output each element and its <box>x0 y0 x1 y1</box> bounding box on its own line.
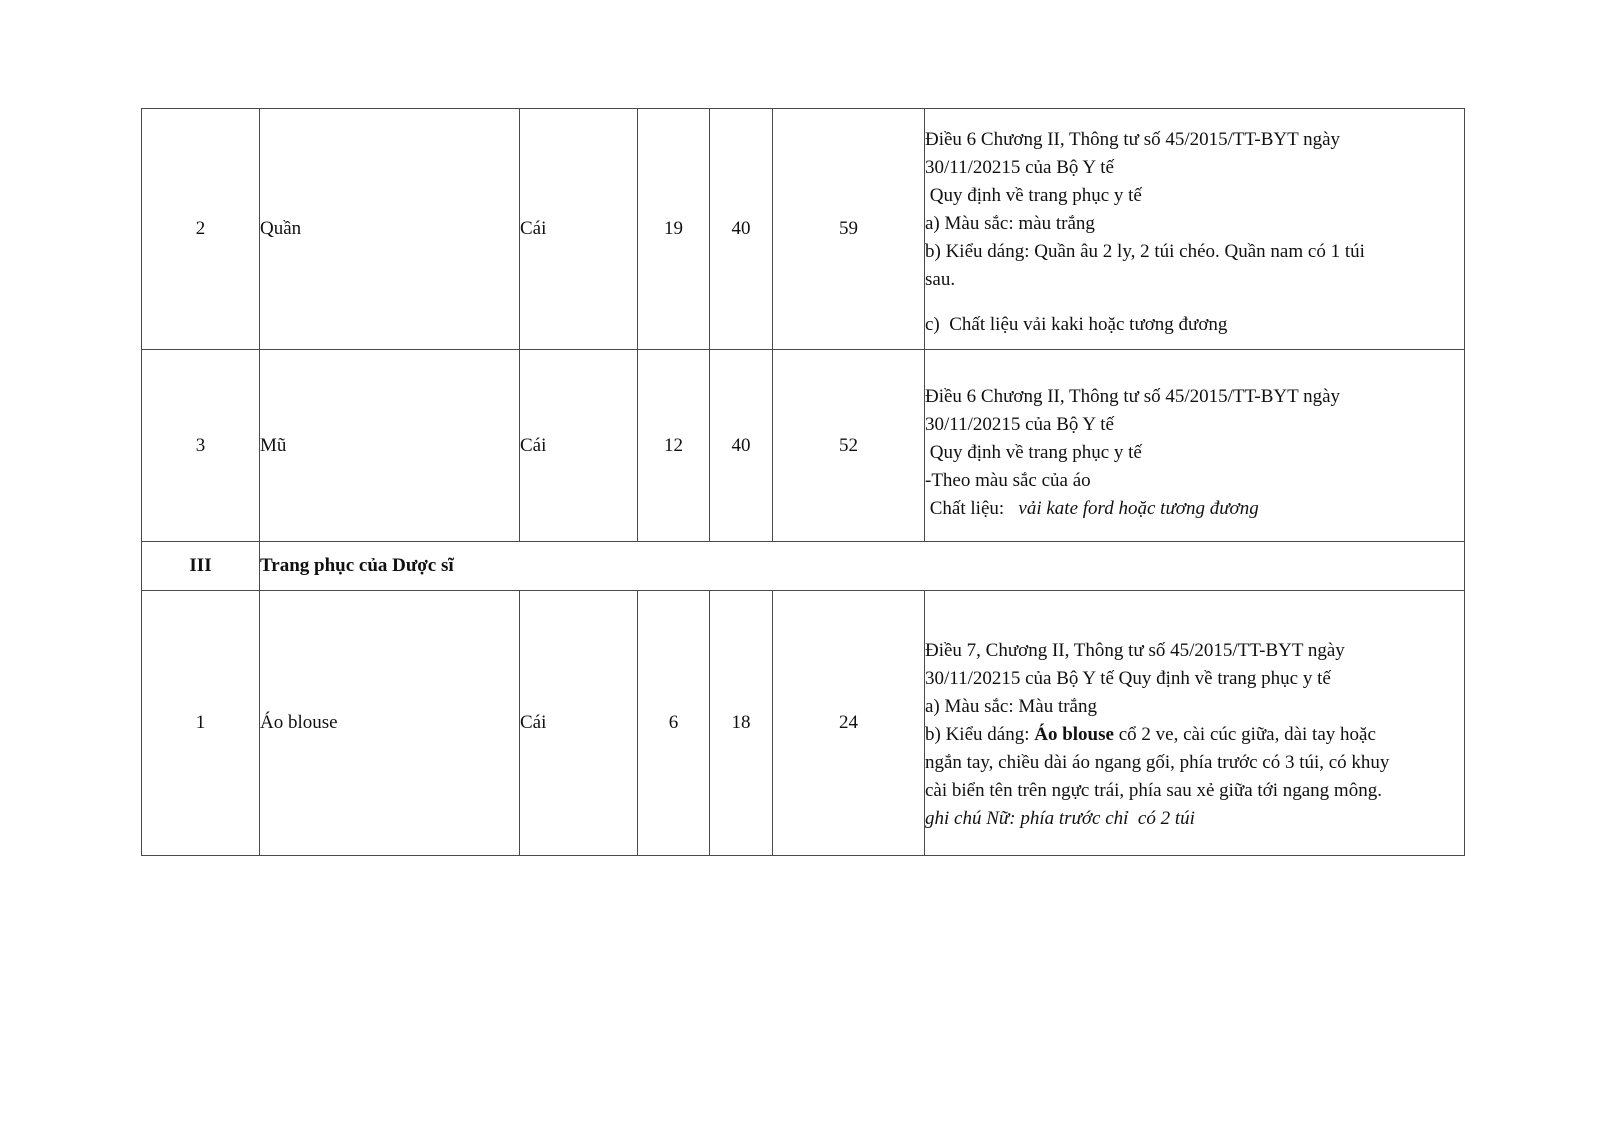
row-stt: 2 <box>142 109 260 350</box>
row-quantity-2: 40 <box>710 109 773 350</box>
desc-line: -Theo màu sắc của áo <box>925 469 1091 491</box>
row-stt: 1 <box>142 591 260 856</box>
section-header-row <box>142 542 1465 591</box>
row-item-name: Mũ <box>260 350 520 542</box>
row-item-name: Áo blouse <box>260 591 520 856</box>
row-description <box>925 109 1465 350</box>
desc-line: Quy định về trang phục y tế <box>925 441 1142 463</box>
desc-note: ghi chú Nữ: phía trước chỉ có 2 túi <box>925 808 1195 829</box>
clothing-spec-table <box>141 108 1465 856</box>
row-quantity-2: 40 <box>710 350 773 542</box>
style-text: cổ 2 ve, cài cúc giữa, dài tay hoặc <box>1113 724 1376 745</box>
row-quantity-1: 19 <box>638 109 710 350</box>
style-prefix: b) Kiểu dáng: <box>925 724 1035 745</box>
style-bold-term: Áo blouse <box>1034 724 1114 745</box>
desc-line <box>925 495 1464 523</box>
desc-line: sau. <box>925 268 956 290</box>
desc-line: 30/11/20215 của Bộ Y tế <box>925 156 1114 178</box>
desc-line: ngắn tay, chiều dài áo ngang gối, phía trước có 3 túi, có khuy <box>925 752 1390 773</box>
desc-line: a) Màu sắc: màu trắng <box>925 212 1095 234</box>
row-item-name: Quần <box>260 109 520 350</box>
desc-line: 30/11/20215 của Bộ Y tế Quy định về trang phục y tế <box>925 668 1331 689</box>
desc-line: a) Màu sắc: Màu trắng <box>925 696 1097 717</box>
row-quantity-2: 18 <box>710 591 773 856</box>
material-label: Chất liệu: <box>925 497 1005 519</box>
desc-line: Điều 6 Chương II, Thông tư số 45/2015/TT-BYT ngày <box>925 385 1341 407</box>
desc-line: c) Chất liệu vải kaki hoặc tương đương <box>925 313 1228 335</box>
row-unit: Cái <box>520 591 638 856</box>
table-row <box>142 350 1465 542</box>
material-value: vải kate ford hoặc tương đương <box>1018 497 1259 519</box>
desc-line: Điều 6 Chương II, Thông tư số 45/2015/TT-BYT ngày <box>925 128 1341 150</box>
row-unit: Cái <box>520 350 638 542</box>
table-row <box>142 591 1465 856</box>
row-quantity-1: 6 <box>638 591 710 856</box>
desc-line: 30/11/20215 của Bộ Y tế <box>925 413 1114 435</box>
row-unit: Cái <box>520 109 638 350</box>
section-title: Trang phục của Dược sĩ <box>260 542 1465 591</box>
row-stt: 3 <box>142 350 260 542</box>
row-description <box>925 591 1465 856</box>
row-description <box>925 350 1465 542</box>
row-total: 52 <box>773 350 925 542</box>
desc-line: Điều 7, Chương II, Thông tư số 45/2015/TT-BYT ngày <box>925 640 1345 661</box>
section-number: III <box>142 542 260 591</box>
row-quantity-1: 12 <box>638 350 710 542</box>
row-total: 24 <box>773 591 925 856</box>
desc-line <box>925 721 1464 749</box>
table-row <box>142 109 1465 350</box>
desc-line: b) Kiểu dáng: Quần âu 2 ly, 2 túi chéo. Quần nam có 1 túi <box>925 240 1365 262</box>
row-total: 59 <box>773 109 925 350</box>
desc-line: cài biển tên trên ngực trái, phía sau xẻ giữa tới ngang mông. <box>925 780 1382 801</box>
desc-line: Quy định về trang phục y tế <box>925 184 1142 206</box>
